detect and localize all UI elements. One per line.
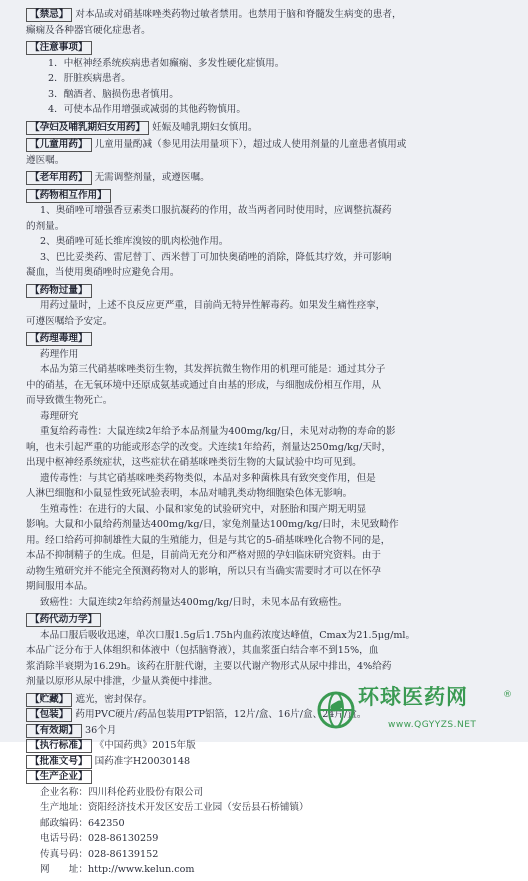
contraindications-line-1: 对本品或对硝基咪唑类药物过敏者禁用。也禁用于脑和脊髓发生病变的患者， [75,9,402,20]
interaction-line: 的剂量。 [26,220,65,232]
contraindications-line-2: 癫痫及各种器官硬化症患者。 [26,24,151,36]
manufacturer-value: 028-86130259 [87,833,159,844]
standard-text: 《中国药典》2015年版 [94,740,196,751]
tag-toxicology: 【药理毒理】 [26,332,92,346]
toxicology-line: 遗传毒性：与其它硝基咪唑类药物类似，本品对多种菌株具有致突变作用，但是 [40,472,376,484]
pregnancy-text: 妊娠及哺乳期妇女慎用。 [152,121,258,133]
tag-contraindications: 【禁忌】 [26,8,72,22]
section-manufacturer [26,770,516,878]
manufacturer-label: 邮政编码： [40,817,88,829]
tag-packaging: 【包装】 [26,708,72,722]
overdose-line: 用药过量时，上述不良反应更严重，目前尚无特异性解毒药。如果发生痛性痉挛， [40,300,386,311]
manufacturer-row-phone [26,832,516,847]
watermark [314,685,514,732]
toxicology-line: 本品不抑制精子的生成。但是，目前尚无充分和严格对照的孕妇临床研究资料。由于 [26,550,381,561]
toxicology-line: 动物生殖研究并不能完全预测药物对人的影响，所以只有当确实需要时才可以在怀孕 [26,565,381,577]
overdose-line: 可遵医嘱给予安定。 [26,315,113,327]
watermark-title: 环球医药网 [358,685,468,709]
section-precautions [26,41,516,118]
pediatric-text-cont: 遵医嘱。 [26,154,65,166]
toxicology-line: 期间服用本品。 [26,581,94,592]
precaution-item: 2．肝脏疾病患者。 [48,73,131,84]
pharmacology-line: 本品为第三代硝基咪唑类衍生物，其发挥抗微生物作用的机理可能是：通过其分子 [40,364,386,375]
tag-overdose: 【药物过量】 [26,284,92,298]
interaction-line: 凝血，当使用奥硝唑时应避免合用。 [26,267,180,278]
section-standard [26,739,516,754]
interaction-line: 2、奥硝唑可延长维库溴铵的肌肉松弛作用。 [40,236,229,247]
manufacturer-label: 网 址： [40,864,88,875]
section-approval [26,755,516,770]
manufacturer-value: 四川科伦药业股份有限公司 [87,786,204,798]
manufacturer-value: http://www.kelun.com [87,864,195,875]
leaflet-content [26,8,516,881]
toxicology-line: 人淋巴细胞和小鼠显性致死试验表明，本品对哺乳类动物细胞染色体无影响。 [26,488,353,499]
interaction-line: 1、奥硝唑可增强香豆素类口服抗凝药的作用，故当两者同时使用时，应调整抗凝药 [40,205,392,216]
packaging-text: 药用PVC硬片/药品包装用PTP铝箔，12片/盒、16片/盒、24片/盒。 [75,709,367,720]
tag-validity: 【有效期】 [26,724,82,738]
geriatric-text: 无需调整剂量，或遵医嘱。 [94,172,210,183]
manufacturer-row-website [26,863,516,878]
toxicology-line: 响，也未引起严重的功能或形态学的改变。犬连续1年给药，剂量达250mg/kg/天时， [26,441,392,453]
section-interactions [26,189,516,281]
manufacturer-label: 电话号码： [40,833,88,844]
pharmacology-title: 药理作用 [40,348,79,360]
section-overdose [26,284,516,330]
section-contraindications [26,8,516,38]
manufacturer-value: 028-86139152 [87,848,159,860]
manufacturer-value: 642350 [87,817,125,829]
section-pharmacokinetics [26,613,516,690]
manufacturer-row-name [26,786,516,801]
tag-precautions: 【注意事项】 [26,41,92,55]
precaution-item: 1．中枢神经系统疾病患者如癫痫、多发性硬化症慎用。 [48,57,285,69]
tag-standard: 【执行标准】 [26,739,92,753]
section-pediatric [26,138,516,168]
tag-approval: 【批准文号】 [26,755,92,769]
tag-interactions: 【药物相互作用】 [26,189,111,203]
pk-line: 本品广泛分布于人体组织和体液中（包括脑脊液），其血浆蛋白结合率不到15%，血 [26,645,379,656]
toxicology-line: 致癌性：大鼠连续2年给药剂量达400mg/kg/日时，未见本品有致癌性。 [40,596,348,608]
toxicology-title: 毒理研究 [40,410,79,422]
pk-line: 浆消除半衰期为16.29h。该药在肝脏代谢，主要以代谢产物形式从尿中排出，4%给药 [26,660,392,672]
toxicology-line: 生殖毒性：在进行的大鼠、小鼠和家兔的试验研究中，对胚胎和围产期无明显 [40,503,367,515]
pk-line: 本品口服后吸收迅速，单次口服1.5g后1.75h内血药浓度达峰值，Cmax为21.5μg/ml。 [40,629,416,641]
toxicology-line: 用。经口给药可抑制雄性大鼠的生殖能力，但是与其它的5-硝基咪唑化合物不同的是， [26,534,391,546]
manufacturer-value: 资阳经济技术开发区安岳工业园（安岳县石桥铺镇） [87,802,309,813]
manufacturer-label: 企业名称： [40,786,88,798]
approval-text: 国药准字H20030148 [94,755,191,767]
manufacturer-label: 传真号码： [40,848,88,860]
tag-pediatric: 【儿童用药】 [26,138,92,152]
watermark-registered-mark: ® [503,690,512,700]
toxicology-line: 影响。大鼠和小鼠给药剂量达400mg/kg/日，家兔剂量达100mg/kg/日时，未见致畸作 [26,519,399,530]
precaution-item: 4．可使本品作用增强或减弱的其他药物慎用。 [48,104,246,115]
tag-manufacturer: 【生产企业】 [26,770,92,784]
pharmacology-line: 中的硝基，在无氧环境中还原成氨基或通过自由基的形成，与细胞成份相互作用，从 [26,379,381,391]
storage-text: 遮光，密封保存。 [75,693,153,705]
tag-pharmacokinetics: 【药代动力学】 [26,613,101,627]
tag-pregnancy: 【孕妇及哺乳期妇女用药】 [26,121,149,135]
tag-geriatric: 【老年用药】 [26,171,92,185]
toxicology-line: 出现中枢神经系统症状，这些症状在硝基咪唑类衍生物的大鼠试验中均可见到。 [26,457,362,468]
pk-line: 剂量以原形从尿中排泄，少量从粪便中排泄。 [26,676,218,687]
manufacturer-label: 生产地址： [40,802,88,813]
manufacturer-row-address [26,801,516,816]
section-toxicology [26,332,516,610]
interaction-line: 3、巴比妥类药、雷尼替丁、西米替丁可加快奥硝唑的消除，降低其疗效，并可影响 [40,251,392,263]
pediatric-text: 儿童用量酌减（参见用法用量项下），超过成人使用剂量的儿童患者慎用或 [94,139,407,150]
precaution-item: 3．酗酒者、脑损伤患者慎用。 [48,88,179,100]
pharmacology-line: 而导致微生物死亡。 [26,395,113,406]
section-geriatric [26,171,516,186]
manufacturer-row-fax [26,848,516,863]
watermark-url: www.QGYYZS.NET [388,720,477,730]
tag-storage: 【贮藏】 [26,693,72,707]
globe-capsule-logo-icon [316,690,356,730]
section-pregnancy [26,121,516,136]
validity-text: 36个月 [84,724,117,736]
manufacturer-row-postcode [26,817,516,832]
toxicology-line: 重复给药毒性：大鼠连续2年给予本品剂量为400mg/kg/日，未见对动物的寿命的影 [40,426,396,437]
